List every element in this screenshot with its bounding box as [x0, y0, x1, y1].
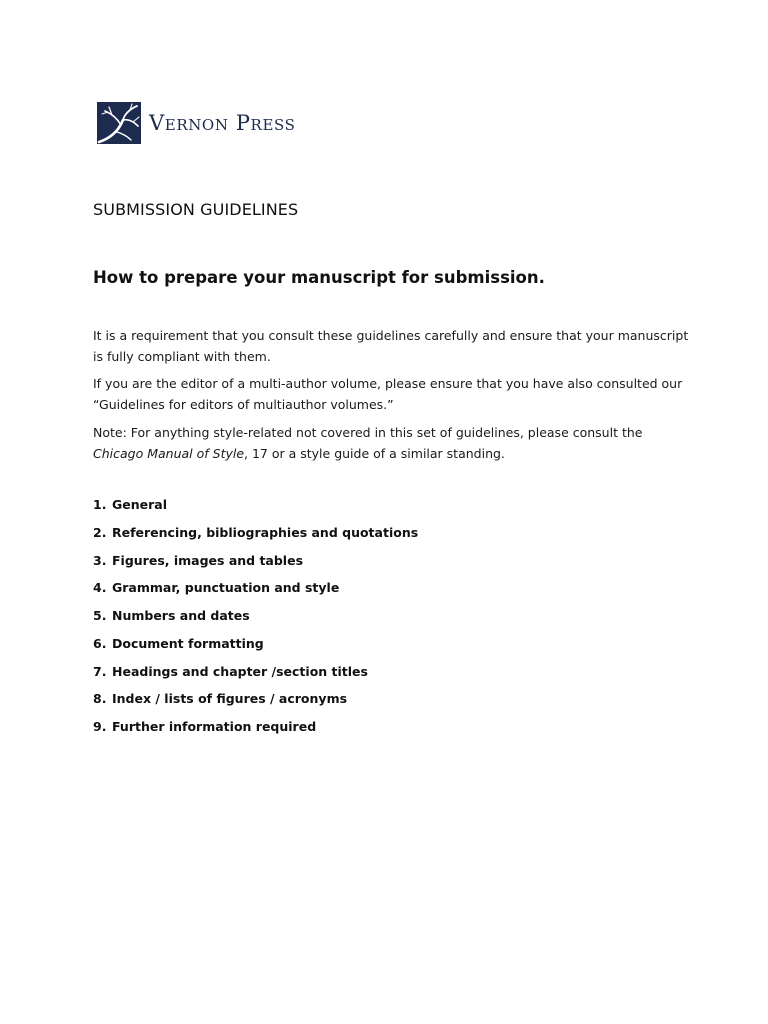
logo-text: Vernon Press — [149, 110, 296, 135]
item-number: 6. — [93, 635, 107, 651]
item-label: Referencing, bibliographies and quotations — [112, 524, 419, 540]
item-label: Document formatting — [112, 635, 264, 651]
contents-item — [93, 719, 418, 747]
editor-paragraph: If you are the editor of a multi-author volume, please ensure that you have also consulted our “Guidelines for editors of multiauthor volumes.” — [93, 376, 683, 412]
item-number: 9. — [93, 719, 107, 734]
requirement-paragraph: It is a requirement that you consult these guidelines carefully and ensure that your manuscript is fully compliant with them. — [93, 328, 689, 364]
tree-branch-icon — [97, 102, 141, 144]
contents-item — [93, 636, 418, 664]
document-subtitle: How to prepare your manuscript for submission. — [93, 268, 545, 287]
vernon-press-logo — [97, 102, 296, 144]
note-prefix: Note: For anything style-related not covered in this set of guidelines, please consult the — [93, 425, 643, 440]
note-suffix: , 17 or a style guide of a similar standing. — [244, 445, 505, 461]
contents-item — [93, 664, 418, 692]
contents-list — [93, 497, 418, 747]
item-label: Index / lists of figures / acronyms — [112, 691, 348, 707]
item-label: Further information required — [112, 719, 317, 734]
item-label: Figures, images and tables — [112, 552, 304, 568]
item-number: 1. — [93, 497, 107, 512]
item-number: 2. — [93, 524, 107, 540]
contents-item — [93, 580, 418, 608]
item-number: 7. — [93, 663, 107, 679]
item-number: 3. — [93, 552, 107, 568]
item-number: 5. — [93, 608, 107, 623]
contents-item — [93, 553, 418, 581]
contents-item — [93, 608, 418, 636]
item-label: Headings and chapter /section titles — [112, 663, 368, 679]
document-title: SUBMISSION GUIDELINES — [93, 200, 299, 219]
style-guide-title: Chicago Manual of Style — [93, 445, 245, 461]
item-label: Grammar, punctuation and style — [112, 580, 340, 596]
style-note-paragraph — [93, 423, 693, 464]
item-number: 8. — [93, 691, 107, 707]
contents-item — [93, 525, 418, 553]
contents-item — [93, 691, 418, 719]
item-label: Numbers and dates — [112, 608, 250, 623]
contents-item — [93, 497, 418, 525]
item-number: 4. — [93, 580, 107, 596]
item-label: General — [112, 497, 167, 512]
